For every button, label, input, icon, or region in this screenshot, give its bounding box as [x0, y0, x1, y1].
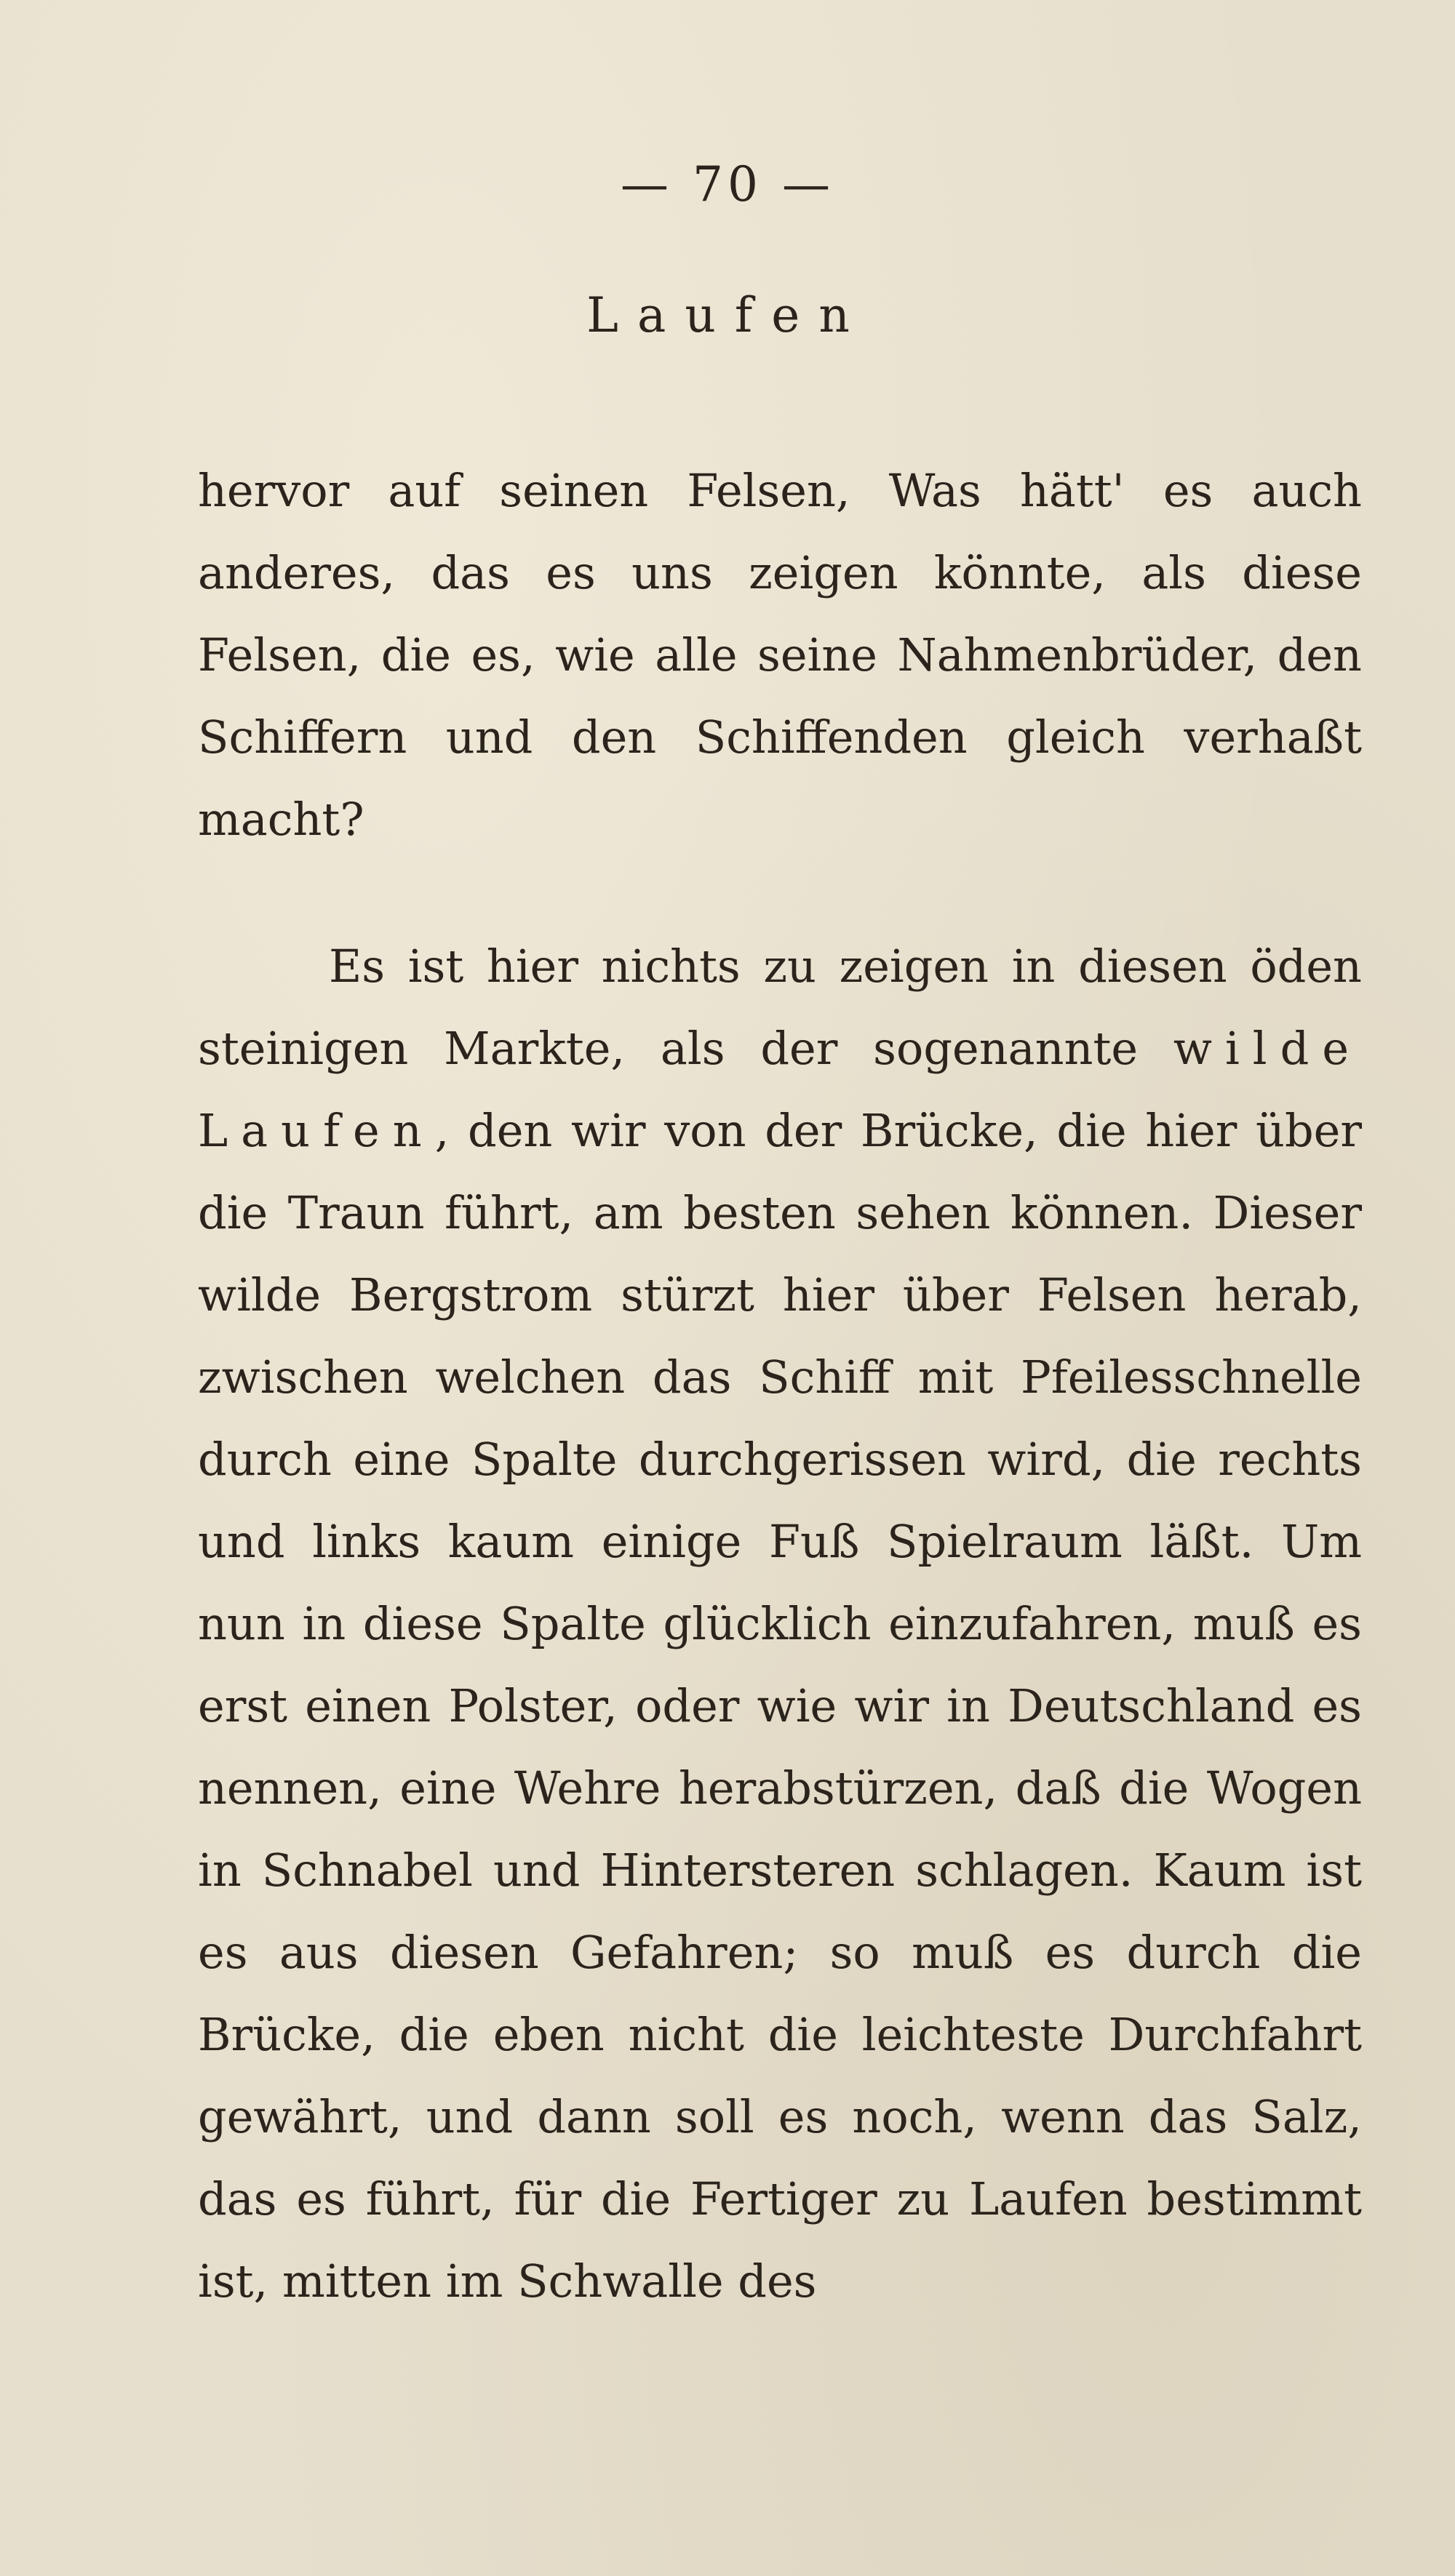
page-number: — 70 —: [621, 156, 834, 212]
emphasized-term: wilde Laufen: [198, 1022, 1363, 1157]
paragraph-continued: hervor auf seinen Felsen, Was hätt' es auch anderes, das es uns zeigen könnte, als diese Felsen, die es, wie alle seine Nahmenbrüder, den Schiffern und den Schiffenden gleich verhaßt macht?: [198, 464, 1362, 846]
paragraph-main: [198, 925, 1362, 2322]
running-title: Laufen: [586, 287, 869, 343]
paragraph-text-before-emphasis: Es ist hier nichts zu zeigen in diesen öden steinigen Markte, als der sogenannte: [198, 940, 1362, 1075]
paragraph-text-after-emphasis: , den wir von der Brücke, die hier über die Traun führt, am besten sehen können. Dieser wilde Bergstrom stürzt hier über Felsen herab, zwischen welchen das Schiff mit Pfeilesschnelle durch eine Spalte durchgerissen wird, die rechts und links kaum einige Fuß Spielraum läßt. Um nun in diese Spalte glücklich einzufahren, muß es erst einen Polster, oder wie wir in Deutschland es nennen, eine Wehre herabstürzen, daß die Wogen in Schnabel und Hintersteren schlagen. Kaum ist es aus diesen Gefahren; so muß es durch die Brücke, die eben nicht die leichteste Durchfahrt gewährt, und dann soll es noch, wenn das Salz, das es führt, für die Fertiger zu Laufen bestimmt ist, mitten im Schwalle des: [198, 1104, 1362, 2308]
